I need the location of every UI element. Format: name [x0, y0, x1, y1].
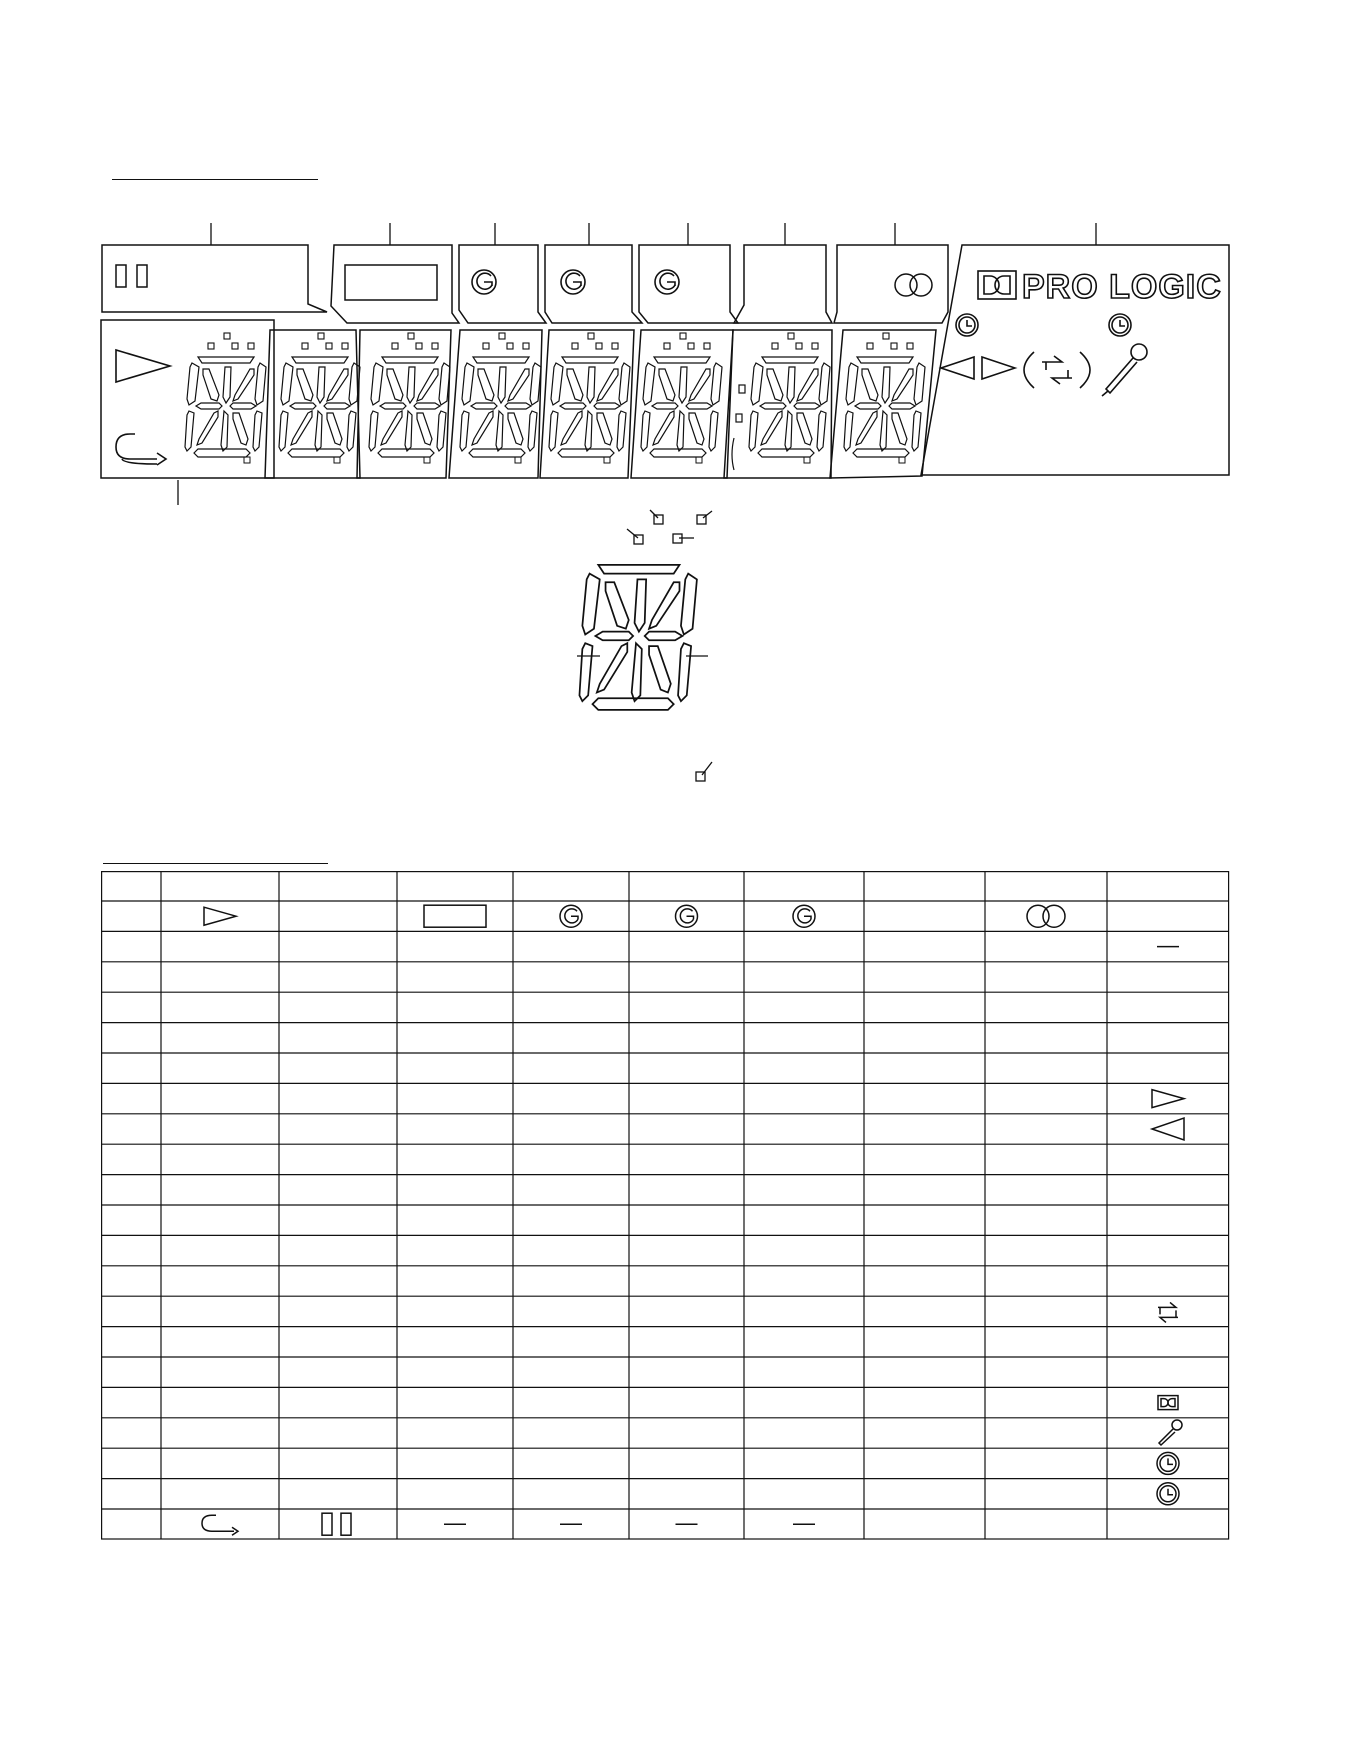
microphone-icon — [1102, 344, 1147, 396]
left-triangle-icon — [941, 357, 974, 379]
dolby-double-d-icon — [1158, 1396, 1178, 1410]
headphone-g-icon — [560, 905, 582, 927]
clock-icon — [1157, 1483, 1179, 1505]
headphone-g-icon — [793, 905, 815, 927]
repeat-arrow-icon — [116, 434, 166, 465]
headphone-g-icon — [676, 905, 698, 927]
pause-bar-left-icon — [116, 265, 126, 287]
pause-bar-right-icon — [137, 265, 147, 287]
repeat-arrow-icon — [202, 1515, 238, 1535]
rotate-arrows-icon — [1024, 352, 1090, 388]
play-triangle-icon — [204, 907, 236, 925]
digit-5 — [549, 333, 630, 463]
headphone-g-icon — [472, 270, 496, 294]
clock-icon — [956, 314, 978, 336]
digit-7 — [749, 333, 830, 463]
digit-4 — [460, 333, 541, 463]
pro-logic-wordmark: PRO LOGIC — [1022, 268, 1222, 306]
play-triangle-icon — [116, 350, 170, 382]
dolby-double-d-icon — [978, 271, 1016, 299]
rectangle-indicator-icon — [424, 905, 486, 927]
display-diagram — [0, 0, 1361, 800]
digit-6 — [641, 333, 722, 463]
digit-8 — [844, 333, 925, 463]
section-heading-rule-table — [103, 863, 328, 864]
rectangle-indicator-icon — [345, 265, 437, 300]
left-triangle-icon — [1152, 1118, 1184, 1140]
digit-3 — [369, 333, 450, 463]
double-ring-icon — [1027, 905, 1065, 927]
clock-icon — [1109, 314, 1131, 336]
right-triangle-icon — [982, 357, 1015, 379]
double-ring-icon — [895, 274, 932, 296]
microphone-icon — [1159, 1420, 1182, 1445]
play-triangle-icon — [1152, 1090, 1184, 1108]
headphone-g-icon — [561, 270, 585, 294]
digit-boxes — [101, 320, 936, 478]
digit-2 — [279, 333, 360, 463]
clock-icon — [1157, 1452, 1179, 1474]
segment-detail — [579, 565, 696, 710]
colon-marks — [732, 385, 745, 470]
rotate-arrows-icon — [1158, 1302, 1178, 1322]
pause-bars-icon — [322, 1513, 351, 1535]
headphone-g-icon — [655, 270, 679, 294]
segment-table — [101, 871, 1231, 1547]
digit-1 — [185, 333, 266, 463]
